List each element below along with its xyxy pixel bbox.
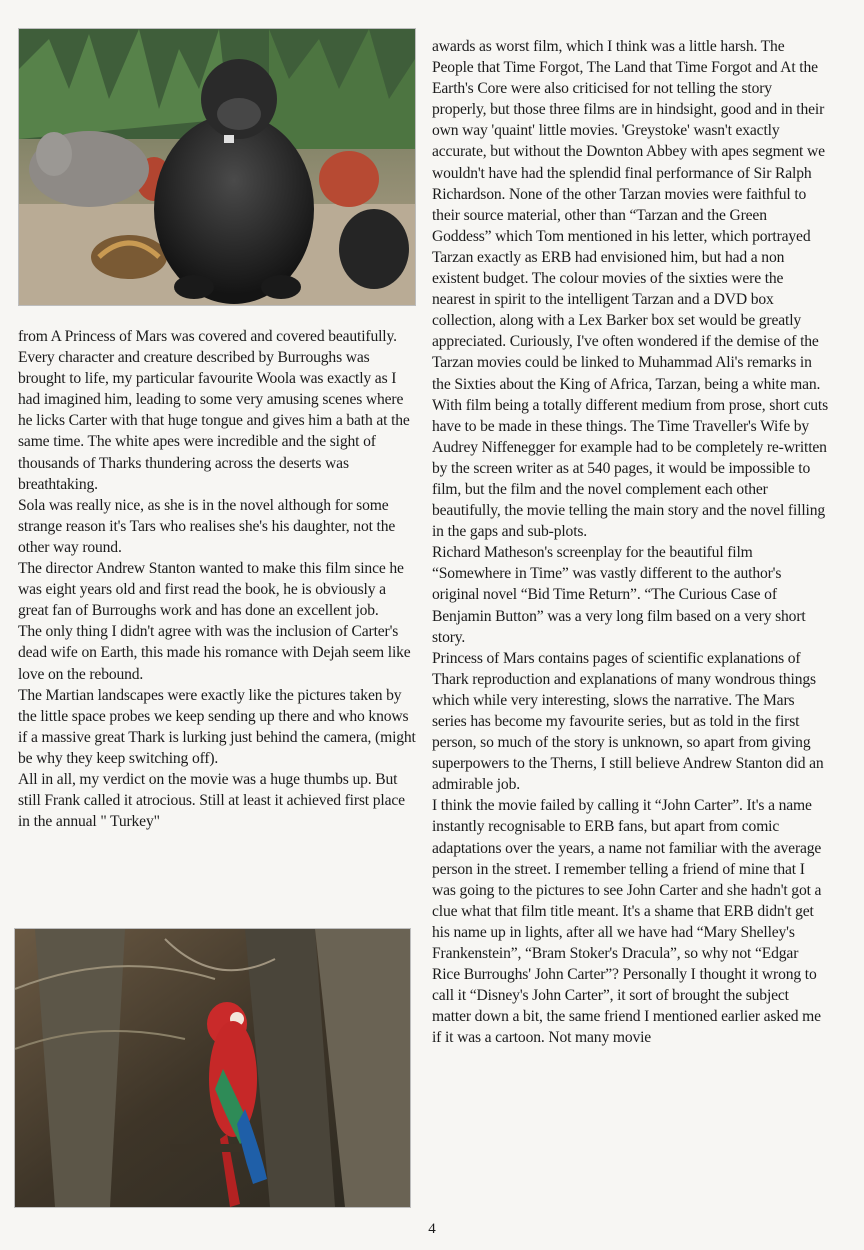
paragraph: Sola was really nice, as she is in the novel although for some strange reason it's Tars who realises she's his daughter, not the other way round. [18,496,396,556]
paragraph: The only thing I didn't agree with was the inclusion of Carter's dead wife on Earth, this made his romance with Dejah seem like love on the rebound. [18,623,411,683]
paragraph: awards as worst film, which I think was a little harsh. The People that Time Forgot, The Land that Time Forgot and At the Earth's Core were also criticised for not telling the story properly, but those three films are in hindsight, good and in their own way 'quaint' little movies. 'Greystoke' wasn't exactly accurate, but without the Downton Abbey with apes segment we wouldn't have had the splendid final performance of Sir Ralph Richardson. None of the other Tarzan movies were faithful to their source material, other than “Tarzan and the Green Goddess” which Tom mentioned in his letter, which portrayed Tarzan exactly as ERB had envisioned him, but had a non existent budget. The colour movies of the sixties were the nearest in spirit to the intelligent Tarzan and a DVD box collection, along with a Lex Barker box set would be greatly appreciated. Curiously, I've often wondered if the demise of the Tarzan movies could be linked to Muhammad Ali's remarks in the Sixties about the King of Africa, Tarzan, being a white man. [432,38,825,393]
gorilla-statue-photo [18,28,416,306]
paragraph: Every character and creature described by Burroughs was brought to life, my particular favourite Woola was exactly as I had imagined him, leading to some very amusing scenes where he licks Carter with that huge tongue and gives him a bath at the same time. The white apes were incredible and the sight of thousands of Tharks thundering across the deserts was breathtaking. [18,349,410,493]
paragraph: I think the movie failed by calling it “John Carter”. It's a name instantly recognisable to ERB fans, but apart from comic adaptations over the years, a name not familiar with the average person in the street. I remember telling a friend of mine that I was going to the pictures to see John Carter and she hadn't got a clue what that film title meant. It's a shame that ERB didn't get his name up in lights, after all we have had “Mary Shelley's Frankenstein”, “Bram Stoker's Dracula”, so why not “Edgar Rice Burroughs' John Carter”? Personally I thought it wrong to call it “Disney's John Carter”, it sort of brought the subject matter down a bit, the same friend I mentioned earlier asked me if it was a cartoon. Not many movie [432,797,822,1047]
parrot-statue-photo [14,928,411,1208]
paragraph: from A Princess of Mars was covered and covered beautifully. [18,328,397,345]
paragraph: All in all, my verdict on the movie was a huge thumbs up. But still Frank called it atrocious. Still at least it achieved first place in the annual " Turkey" [18,770,405,831]
paragraph: Richard Matheson's screenplay for the beautiful film “Somewhere in Time” was vastly different to the author's original novel “Bid Time Return”. “The Curious Case of Benjamin Button” was a very long film based on a very short story. [432,544,806,646]
left-column [18,28,416,832]
paragraph: Princess of Mars contains pages of scientific explanations of Thark reproduction and explanations of many wondrous things which while very interesting, slows the narrative. The Mars series has become my favourite series, but as told in the first person, so much of the story is unknown, so apart from giving superpowers to the Therns, I still believe Andrew Stanton did an admirable job. [432,649,824,794]
paragraph: The Martian landscapes were exactly like the pictures taken by the little space probes we keep sending up there and who knows if a massive great Thark is lurking just behind the camera, (might be why they keep switching off). [18,686,416,767]
right-column-text [432,36,828,1049]
paragraph: The director Andrew Stanton wanted to make this film since he was eight years old and first read the book, he is obviously a great fan of Burroughs work and has done an excellent job. [18,560,404,620]
left-column-text [18,326,416,832]
page-number: 4 [428,1221,436,1237]
paragraph: With film being a totally different medium from prose, short cuts have to be made in these things. The Time Traveller's Wife by Audrey Niffenegger for example had to be completely re-written by the screen writer as at 540 pages, it would be impossible to film, but the film and the novel complement each other beautifully, the movie telling the main story and the novel filling in the gaps and sub-plots. [432,396,828,541]
